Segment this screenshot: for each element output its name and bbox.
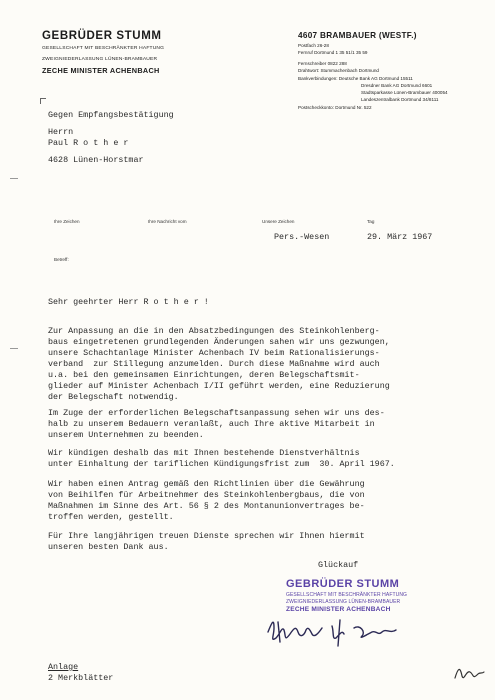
paragraph-5: Für Ihre langjährigen treuen Dienste sprechen wir Ihnen hiermit unseren besten Dank aus. (48, 531, 365, 552)
signature-1-stroke (278, 622, 280, 642)
stamp-company: GEBRÜDER STUMM (286, 578, 400, 590)
stamp-mine: ZECHE MINISTER ACHENBACH (286, 606, 391, 613)
letterhead-postfach: Postfach 26-28 (298, 43, 329, 48)
greeting: Sehr geehrter Herr R o t h e r ! (48, 297, 209, 307)
recipient-name: Paul R o t h e r (48, 138, 129, 148)
letterhead-telegram: Drahtwort: Stummachenbach Dortmund (298, 68, 379, 73)
recipient-salutation: Herrn (48, 127, 74, 137)
address-window-mark (40, 98, 41, 104)
delivery-note: Gegen Empfangsbestätigung (48, 110, 174, 120)
letterhead-bank-1: Bankverbindungen: Deutsche Bank AG Dortmund 15511 (298, 76, 413, 81)
letterhead-branch: ZWEIGNIEDERLASSUNG LÜNEN-BRAMBAUER (42, 57, 158, 62)
enclosure-label: Anlage (48, 662, 79, 672)
letterhead-telex: Fernschreiber 0822 288 (298, 61, 347, 66)
paragraph-2: Im Zuge der erforderlichen Belegschaftsanpassung sehen wir uns des- halb zu unserem Bedauern veranlaßt, auch Ihre aktive Mitarbeit in unserem Unternehmen zu beenden. (48, 408, 385, 440)
paragraph-1: Zur Anpassung an die in den Absatzbedingungen des Steinkohlenberg- baus eingetretenen grundlegenden Änderungen sahen wir uns gezwungen, unsere Schachtanlage Minister Achenbach IV beim Rationalisierungs- verband zur Stillegung anzumelden. Durch diese Maßnahme wird auch u.a. bei den gemeinsamen Einrichtungen, deren Belegschaftsmit- glieder auf Minister Achenbach I/II geführt werden, eine Reduzierung der Belegschaft notwendig. (48, 326, 390, 402)
recipient-address: 4628 Lünen-Horstmar (48, 155, 144, 165)
letterhead-bank-4: Landeszentralbank Dortmund 34/8111 (361, 97, 439, 102)
label-unsere-zeichen: Unsere Zeichen (262, 219, 295, 224)
signature-1 (268, 622, 322, 639)
letterhead-phone: Fernruf Dortmund 1 35 51/1 35 59 (298, 50, 368, 55)
label-tag: Tag (367, 219, 375, 224)
label-ihre-nachricht: Ihre Nachricht vom (148, 219, 187, 224)
signature-2-stroke (338, 620, 340, 646)
letterhead-postscheck: Postscheckkonto: Dortmund Nr. 522 (298, 105, 372, 110)
letterhead-bank-2: Dresdner Bank AG Dortmund 6601 (361, 83, 433, 88)
enclosure-items: 2 Merkblätter (48, 673, 114, 683)
letterhead-city: 4607 BRAMBAUER (WESTF.) (298, 31, 417, 40)
label-betreff: Betreff: (54, 257, 69, 262)
letterhead-bank-3: Stadtsparkasse Lünen-Brambauer 400054 (361, 90, 448, 95)
letterhead-legal-form: GESELLSCHAFT MIT BESCHRÄNKTER HAFTUNG (42, 46, 165, 51)
closing: Glückauf (318, 560, 359, 570)
fold-mark (10, 178, 18, 179)
stamp-branch: ZWEIGNIEDERLASSUNG LÜNEN-BRAMBAUER (286, 599, 401, 605)
punch-mark (10, 348, 18, 349)
letter-date: 29. März 1967 (367, 232, 433, 242)
signatures (262, 612, 412, 652)
stamp-legal-form: GESELLSCHAFT MIT BESCHRÄNKTER HAFTUNG (286, 592, 408, 598)
paragraph-3: Wir kündigen deshalb das mit Ihnen bestehende Dienstverhältnis unter Einhaltung der tariflichen Kündigungsfrist zum 30. April 1967. (48, 448, 395, 469)
signature-2 (332, 626, 396, 638)
reference-department: Pers.-Wesen (274, 232, 330, 242)
label-ihre-zeichen: Ihre Zeichen (54, 219, 80, 224)
initials-mark (452, 660, 486, 684)
letterhead-company: GEBRÜDER STUMM (42, 30, 162, 42)
letterhead-mine: ZECHE MINISTER ACHENBACH (42, 66, 160, 75)
paragraph-4: Wir haben einen Antrag gemäß den Richtlinien über die Gewährung von Beihilfen für Arbeitnehmer des Steinkohlenbergbaus, die von Maßnahmen im Sinne des Art. 56 § 2 des Montanunionvertrages be- troffen werden, gestellt. (48, 479, 365, 522)
